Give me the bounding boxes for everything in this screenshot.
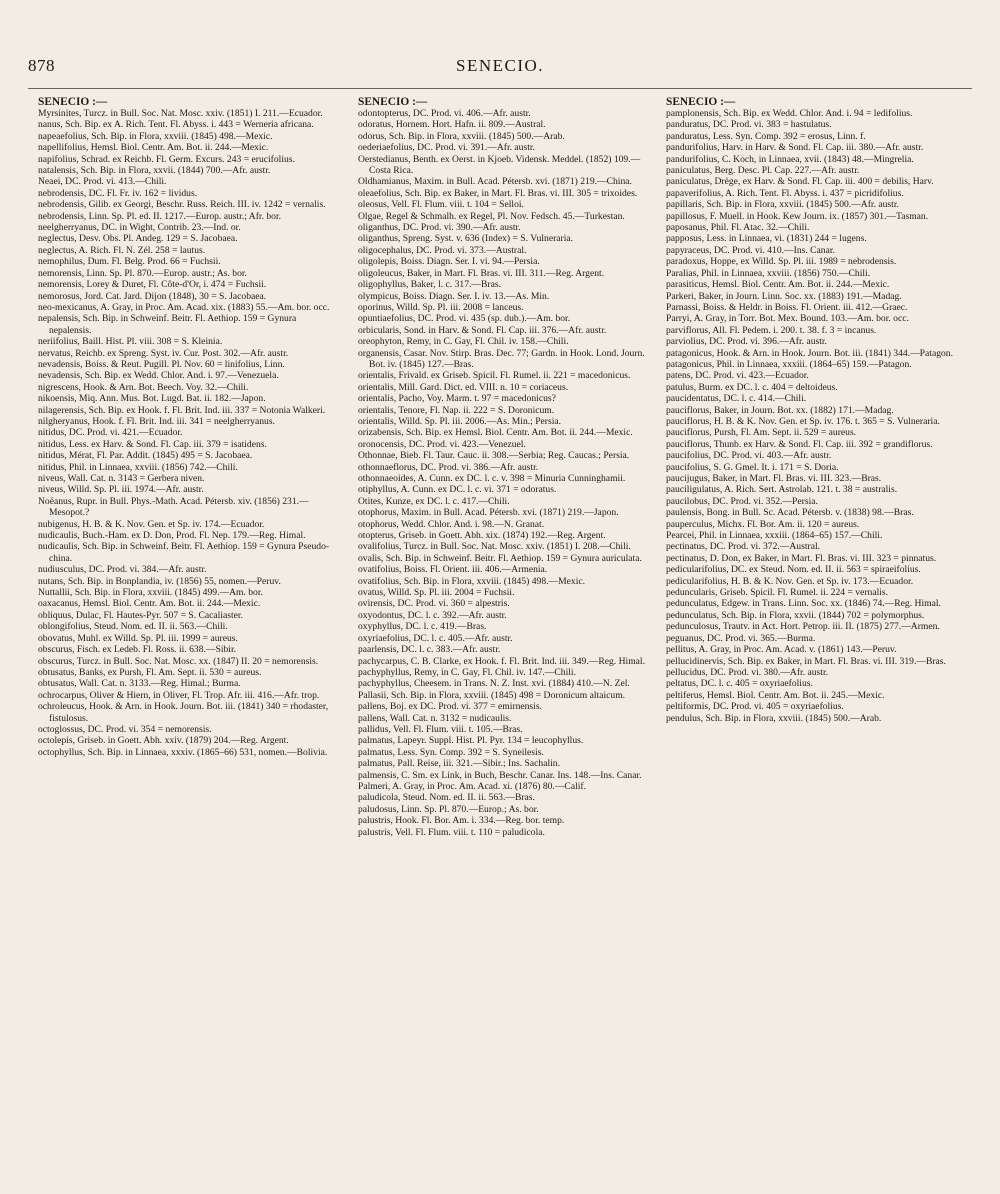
- index-entry: Parryi, A. Gray, in Torr. Bot. Mex. Bound. 103.—Am. bor. occ.: [666, 313, 909, 325]
- index-entry: pallens, Wall. Cat. n. 3132 = nudicaulis.: [358, 712, 512, 724]
- index-entry: obtusatus, Banks, ex Pursh, Fl. Am. Sept. ii. 530 = aureus.: [38, 666, 262, 678]
- index-entry: ovatifolius, Boiss. Fl. Orient. iii. 406.—Armenia.: [358, 564, 548, 576]
- index-entry: orientalis, Willd. Sp. Pl. iii. 2006.—As. Min.; Persia.: [358, 415, 562, 427]
- entry-list: [38, 108, 340, 758]
- index-entry: otiphyllus, A. Cunn. ex DC. l. c. vi. 371 = odoratus.: [358, 484, 557, 496]
- index-entry: octolepis, Griseb. in Goett. Abh. xxiv. (1879) 204.—Reg. Argent.: [38, 735, 289, 747]
- index-entry: Nuttallii, Sch. Bip. in Flora, xxviii. (1845) 499.—Am. bor.: [38, 587, 263, 599]
- index-entry: oporinus, Willd. Sp. Pl. iii. 2008 = lanceus.: [358, 301, 524, 313]
- index-entry: pedicularifolius, H. B. & K. Nov. Gen. et Sp. iv. 173.—Ecuador.: [666, 575, 914, 587]
- index-entry: peltiferus, Hemsl. Biol. Centr. Am. Bot. ii. 245.—Mexic.: [666, 689, 885, 701]
- index-entry: paposanus, Phil. Fl. Atac. 32.—Chili.: [666, 222, 810, 234]
- index-entry: paarlensis, DC. l. c. 383.—Afr. austr.: [358, 644, 501, 656]
- page-number: 878: [28, 56, 55, 75]
- index-entry: pallens, Boj. ex DC. Prod. vi. 377 = emirnensis.: [358, 701, 542, 713]
- index-entry: oligolepis, Boiss. Diagn. Ser. I. vi. 94.—Persia.: [358, 256, 540, 268]
- index-entry: patens, DC. Prod. vi. 423.—Ecuador.: [666, 370, 809, 382]
- index-entry: pachycarpus, C. B. Clarke, ex Hook. f. Fl. Brit. Ind. iii. 349.—Reg. Himal.: [358, 655, 645, 667]
- index-entry: otophorus, Wedd. Chlor. And. i. 98.—N. Granat.: [358, 518, 545, 530]
- index-entry: Pearcei, Phil. in Linnaea, xxxiii. (1864–65) 157.—Chili.: [666, 530, 883, 542]
- index-entry: neglectus, A. Rich. Fl. N. Zél. 258 = lautus.: [38, 244, 206, 256]
- index-entry: Parnassi, Boiss. & Heldr. in Boiss. Fl. Orient. iii. 412.—Graec.: [666, 301, 908, 313]
- index-entry: neo-mexicanus, A. Gray, in Proc. Am. Acad. xix. (1883) 55.—Am. bor. occ.: [38, 301, 330, 313]
- index-entry: nudicaulis, Sch. Bip. in Schweinf. Beitr. Fl. Aethiop. 159 = Gynura Pseudo-china.: [38, 541, 330, 564]
- index-entry: pedicularifolius, DC. ex Steud. Nom. ed. II. ii. 563 = spiraeifolius.: [666, 564, 921, 576]
- index-entry: nevadensis, Boiss. & Reut. Pugill. Pl. Nov. 60 = linifolius, Linn.: [38, 358, 285, 370]
- index-entry: oliganthus, DC. Prod. vi. 390.—Afr. austr.: [358, 222, 521, 234]
- index-entry: pauciflorus, Thunb. ex Harv. & Sond. Fl. Cap. iii. 392 = grandiflorus.: [666, 438, 933, 450]
- index-entry: nitidus, Phil. in Linnaea, xxviii. (1856) 742.—Chili.: [38, 461, 238, 473]
- index-entry: napifolius, Schrad. ex Reichb. Fl. Germ. Excurs. 243 = erucifolius.: [38, 153, 295, 165]
- index-entry: pachyphyllus, Remy, in C. Gay, Fl. Chil. iv. 147.—Chili.: [358, 666, 576, 678]
- column-1: [38, 96, 340, 1182]
- index-entry: nepalensis, Sch. Bip. in Schweinf. Beitr. Fl. Aethiop. 159 = Gynura nepalensis.: [38, 313, 297, 336]
- index-entry: papillaris, Sch. Bip. in Flora, xxviii. (1845) 500.—Afr. austr.: [666, 199, 899, 211]
- index-entry: otopterus, Griseb. in Goett. Abh. xix. (1874) 192.—Reg. Argent.: [358, 530, 606, 542]
- index-entry: palmensis, C. Sm. ex Link, in Buch, Beschr. Canar. Ins. 148.—Ins. Canar.: [358, 769, 642, 781]
- index-entry: pellucidus, DC. Prod. vi. 380.—Afr. austr.: [666, 666, 829, 678]
- index-entry: parviolius, DC. Prod. vi. 396.—Afr. austr.: [666, 336, 827, 348]
- index-entry: organensis, Casar. Nov. Stirp. Bras. Dec. 77; Gardn. in Hook. Lond. Journ. Bot. iv. (1845) 127.—Bras.: [358, 347, 645, 370]
- index-entry: oxyriaefolius, DC. l. c. 405.—Afr. austr.: [358, 632, 513, 644]
- index-entry: pectinatus, D. Don, ex Baker, in Mart. Fl. Bras. vi. III. 323 = pinnatus.: [666, 552, 937, 564]
- index-entry: papposus, Less. in Linnaea, vi. (1831) 244 = lugens.: [666, 233, 867, 245]
- index-entry: nikoensis, Miq. Ann. Mus. Bot. Lugd. Bat. ii. 182.—Japon.: [38, 393, 266, 405]
- index-entry: nevadensis, Sch. Bip. ex Wedd. Chlor. And. i. 97.—Venezuela.: [38, 370, 279, 382]
- index-entry: opuntiaefolius, DC. Prod. vi. 435 (sp. dub.).—Am. bor.: [358, 313, 571, 325]
- index-entry: octophyllus, Sch. Bip. in Linnaea, xxxiv. (1865–66) 531, nomen.—Bolivia.: [38, 746, 328, 758]
- index-entry: Oldhamianus, Maxim. in Bull. Acad. Pétersb. xvi. (1871) 219.—China.: [358, 176, 632, 188]
- index-entry: panduratus, DC. Prod. vi. 383 = hastulatus.: [666, 119, 832, 131]
- index-entry: peltiformis, DC. Prod. vi. 405 = oxyriaefolius.: [666, 701, 844, 713]
- index-entry: neglectus, Desv. Obs. Pl. Andeg. 129 = S. Jacobaea.: [38, 233, 238, 245]
- index-entry: natalensis, Sch. Bip. in Flora, xxvii. (1844) 700.—Afr. austr.: [38, 165, 271, 177]
- index-entry: patulus, Burm. ex DC. l. c. 404 = deltoideus.: [666, 381, 838, 393]
- index-entry: orientalis, Mill. Gard. Dict. ed. VIII. n. 10 = coriaceus.: [358, 381, 569, 393]
- index-entry: nilgheryanus, Hook. f. Fl. Brit. Ind. iii. 341 = neelgherryanus.: [38, 415, 275, 427]
- index-entry: oreophyton, Remy, in C. Gay, Fl. Chil. iv. 158.—Chili.: [358, 336, 569, 348]
- index-entry: parasiticus, Hemsl. Biol. Centr. Am. Bot. ii. 244.—Mexic.: [666, 279, 890, 291]
- index-entry: Myrsinites, Turcz. in Bull. Soc. Nat. Mosc. xxiv. (1851) I. 211.—Ecuador.: [38, 108, 323, 119]
- index-entry: orizabensis, Sch. Bip. ex Hemsl. Biol. Centr. Am. Bot. ii. 244.—Mexic.: [358, 427, 633, 439]
- index-entry: oxyphyllus, DC. l. c. 419.—Bras.: [358, 621, 487, 633]
- index-entry: Othonnae, Bieb. Fl. Taur. Cauc. ii. 308.—Serbia; Reg. Caucas.; Persia.: [358, 450, 630, 462]
- index-entry: neelgherryanus, DC. in Wight, Contrib. 23.—Ind. or.: [38, 222, 241, 234]
- index-entry: oederiaefolius, DC. Prod. vi. 391.—Afr. austr.: [358, 142, 535, 154]
- index-entry: obliquus, Dulac, Fl. Hautes-Pyr. 507 = S. Cacaliaster.: [38, 609, 243, 621]
- index-entry: nubigenus, H. B. & K. Nov. Gen. et Sp. iv. 174.—Ecuador.: [38, 518, 265, 530]
- index-entry: oliganthus, Spreng. Syst. v. 636 (Index) = S. Vulneraria.: [358, 233, 574, 245]
- index-entry: panduratus, Less. Syn. Comp. 392 = erosus, Linn. f.: [666, 130, 866, 142]
- index-entry: palustris, Hook. Fl. Bor. Am. i. 334.—Reg. bor. temp.: [358, 815, 565, 827]
- index-entry: pandurifolius, C. Koch, in Linnaea, xvii. (1843) 48.—Mingrelia.: [666, 153, 914, 165]
- index-entry: oleaefolius, Sch. Bip. ex Baker, in Mart. Fl. Bras. vi. III. 305 = trixoides.: [358, 187, 638, 199]
- index-entry: napellifolius, Hemsl. Biol. Centr. Am. Bot. ii. 244.—Mexic.: [38, 142, 269, 154]
- index-entry: pedunculatus, Sch. Bip. in Flora, xxvii. (1844) 702 = polymorphus.: [666, 609, 925, 621]
- index-entry: parviflorus, All. Fl. Pedem. i. 200. t. 38. f. 3 = incanus.: [666, 324, 877, 336]
- index-entry: ovirensis, DC. Prod. vi. 360 = alpestris.: [358, 598, 510, 610]
- column-2: [358, 96, 660, 1182]
- index-entry: palmatus, Less. Syn. Comp. 392 = S. Syneilesis.: [358, 746, 544, 758]
- column-3: [666, 96, 968, 1182]
- index-entry: pedunculatus, Edgew. in Trans. Linn. Soc. xx. (1846) 74.—Reg. Himal.: [666, 598, 941, 610]
- index-entry: nigrescens, Hook. & Arn. Bot. Beech. Voy. 32.—Chili.: [38, 381, 249, 393]
- header-rule: [28, 88, 972, 89]
- index-entry: otophorus, Maxim. in Bull. Acad. Pétersb. xvi. (1871) 219.—Japon.: [358, 507, 619, 519]
- index-entry: nudiusculus, DC. Prod. vi. 384.—Afr. austr.: [38, 564, 207, 576]
- index-entry: pauperculus, Michx. Fl. Bor. Am. ii. 120 = aureus.: [666, 518, 860, 530]
- index-entry: papaverifolius, A. Rich. Tent. Fl. Abyss. i. 437 = picridifolius.: [666, 187, 904, 199]
- index-entry: odontopterus, DC. Prod. vi. 406.—Afr. austr.: [358, 108, 531, 119]
- index-entry: oligocephalus, DC. Prod. vi. 373.—Austral.: [358, 244, 527, 256]
- index-entry: Olgae, Regel & Schmalh. ex Regel, Pl. Nov. Fedsch. 45.—Turkestan.: [358, 210, 625, 222]
- index-entry: patagonicus, Phil. in Linnaea, xxxiii. (1864–65) 159.—Patagon.: [666, 358, 912, 370]
- index-entry: pauciflorus, Baker, in Journ. Bot. xx. (1882) 171.—Madag.: [666, 404, 894, 416]
- entry-list: [358, 108, 660, 838]
- index-entry: paradoxus, Hoppe, ex Willd. Sp. Pl. iii. 1989 = nebrodensis.: [666, 256, 897, 268]
- column-heading: SENECIO :—: [38, 96, 108, 108]
- index-entry: orbicularis, Sond. in Harv. & Sond. Fl. Cap. iii. 376.—Afr. austr.: [358, 324, 607, 336]
- index-entry: paucifolius, S. G. Gmel. It. i. 171 = S. Doria.: [666, 461, 839, 473]
- index-entry: nebrodensis, DC. Fl. Fr. iv. 162 = lividus.: [38, 187, 198, 199]
- column-heading: SENECIO :—: [358, 96, 428, 108]
- index-entry: oblongifolius, Steud. Nom. ed. II. ii. 563.—Chili.: [38, 621, 228, 633]
- index-entry: Palmeri, A. Gray, in Proc. Am. Acad. xi. (1876) 80.—Calif.: [358, 780, 586, 792]
- index-entry: paulensis, Bong. in Bull. Sc. Acad. Pétersb. v. (1838) 98.—Bras.: [666, 507, 914, 519]
- index-entry: obscurus, Turcz. in Bull. Soc. Nat. Mosc. xx. (1847) II. 20 = nemorensis.: [38, 655, 319, 667]
- index-entry: oligoleucus, Baker, in Mart. Fl. Bras. vi. III. 311.—Reg. Argent.: [358, 267, 605, 279]
- column-heading: SENECIO :—: [666, 96, 736, 108]
- index-entry: nebrodensis, Linn. Sp. Pl. ed. II. 1217.—Europ. austr.; Afr. bor.: [38, 210, 282, 222]
- index-entry: oronocensis, DC. Prod. vi. 423.—Venezuel.: [358, 438, 526, 450]
- index-entry: nemorensis, Lorey & Duret, Fl. Côte-d'Or, i. 474 = Fuchsii.: [38, 279, 267, 291]
- index-entry: Noëanus, Rupr. in Bull. Phys.-Math. Acad. Pétersb. xiv. (1856) 231.—Mesopot.?: [38, 495, 309, 519]
- index-entry: othonnaeoides, A. Cunn. ex DC. l. c. v. 398 = Minuria Cunninghamii.: [358, 473, 626, 484]
- index-entry: nudicaulis, Buch.-Ham. ex D. Don, Prod. Fl. Nep. 179.—Reg. Himal.: [38, 530, 306, 542]
- index-entry: orientalis, Frivald. ex Griseb. Spicil. Fl. Rumel. ii. 221 = macedonicus.: [358, 370, 631, 382]
- index-entry: ochrocarpus, Oliver & Hiern, in Oliver, Fl. Trop. Afr. iii. 416.—Afr. trop.: [38, 689, 320, 701]
- index-entry: pauciflorus, H. B. & K. Nov. Gen. et Sp. iv. 176. t. 365 = S. Vulneraria.: [666, 415, 940, 427]
- index-entry: neriifolius, Baill. Hist. Pl. viii. 308 = S. Kleinia.: [38, 336, 223, 348]
- index-entry: nanus, Sch. Bip. ex A. Rich. Tent. Fl. Abyss. i. 443 = Werneria africana.: [38, 119, 314, 131]
- index-entry: Paralias, Phil. in Linnaea, xxviii. (1856) 750.—Chili.: [666, 267, 871, 279]
- index-entry: ovatifolius, Sch. Bip. in Flora, xxviii. (1845) 498.—Mexic.: [358, 575, 586, 587]
- index-entry: palmatus, Lapeyr. Suppl. Hist. Pl. Pyr. 134 = leucophyllus.: [358, 735, 584, 747]
- index-entry: ochroleucus, Hook. & Arn. in Hook. Journ. Bot. iii. (1841) 340 = rhodaster, fistulosus.: [38, 701, 329, 724]
- index-entry: olympicus, Boiss. Diagn. Ser. I. iv. 13.—As. Min.: [358, 290, 550, 302]
- index-entry: paucidentatus, DC. l. c. 414.—Chili.: [666, 393, 807, 405]
- index-entry: paniculatus, Berg. Desc. Pl. Cap. 227.—Afr. austr.: [666, 165, 860, 177]
- index-entry: oaxacanus, Hemsl. Biol. Centr. Am. Bot. ii. 244.—Mexic.: [38, 598, 261, 610]
- index-entry: nitidus, Mérat, Fl. Par. Addit. (1845) 495 = S. Jacobaea.: [38, 450, 253, 462]
- index-entry: paludosus, Linn. Sp. Pl. 870.—Europ.; As. bor.: [358, 803, 539, 815]
- index-entry: niveus, Wall. Cat. n. 3143 = Gerbera niven.: [38, 473, 205, 484]
- index-entry: oligophyllus, Baker, l. c. 317.—Bras.: [358, 279, 501, 291]
- index-entry: oleosus, Vell. Fl. Flum. viii. t. 104 = Selloi.: [358, 199, 524, 211]
- index-entry: odoratus, Hornem. Hort. Hafn. ii. 809.—Austral.: [358, 119, 546, 131]
- index-entry: nervatus, Reichb. ex Spreng. Syst. iv. Cur. Post. 302.—Afr. austr.: [38, 347, 289, 359]
- index-entry: octoglossus, DC. Prod. vi. 354 = nemorensis.: [38, 723, 212, 735]
- index-entry: nemorosus, Jord. Cat. Jard. Dijon (1848), 30 = S. Jacobaea.: [38, 290, 267, 302]
- index-entry: palmatus, Pall. Reise, iii. 321.—Sibir.; Ins. Sachalin.: [358, 758, 560, 770]
- index-entry: paucijugus, Baker, in Mart. Fl. Bras. vi. III. 323.—Bras.: [666, 473, 882, 484]
- index-entry: pauciflorus, Pursh, Fl. Am. Sept. ii. 529 = aureus.: [666, 427, 857, 439]
- running-head: SENECIO.: [455, 56, 545, 75]
- index-entry: papillosus, F. Muell. in Hook. Kew Journ. ix. (1857) 301.—Tasman.: [666, 210, 929, 222]
- index-entry: nemorensis, Linn. Sp. Pl. 870.—Europ. austr.; As. bor.: [38, 267, 247, 279]
- index-entry: pachyphyllus, Cheesem. in Trans. N. Z. Inst. xvi. (1884) 410.—N. Zel.: [358, 678, 630, 690]
- index-entry: pendulus, Sch. Bip. in Flora, xxviii. (1845) 500.—Arab.: [666, 712, 882, 724]
- index-entry: pellitus, A. Gray, in Proc. Am. Acad. v. (1861) 143.—Peruv.: [666, 644, 897, 656]
- index-entry: paludicola, Steud. Nom. ed. II. ii. 563.—Bras.: [358, 792, 535, 804]
- index-entry: odorus, Sch. Bip. in Flora, xxviii. (1845) 500.—Arab.: [358, 130, 565, 142]
- index-entry: pamplonensis, Sch. Bip. ex Wedd. Chlor. And. i. 94 = ledifolius.: [666, 108, 913, 119]
- index-entry: paucilobus, DC. Prod. vi. 352.—Persia.: [666, 495, 818, 507]
- index-entry: Otites, Kunze, ex DC. l. c. 417.—Chili.: [358, 495, 510, 507]
- index-entry: nitidus, Less. ex Harv. & Sond. Fl. Cap. iii. 379 = isatidens.: [38, 438, 267, 450]
- index-entry: obtusatus, Wall. Cat. n. 3133.—Reg. Himal.; Burma.: [38, 678, 241, 690]
- index-entry: orientalis, Pacho, Voy. Marm. t. 97 = macedonicus?: [358, 393, 556, 405]
- index-entry: nilagerensis, Sch. Bip. ex Hook. f. Fl. Brit. Ind. iii. 337 = Notonia Walkeri.: [38, 404, 326, 416]
- index-entry: orientalis, Tenore, Fl. Nap. ii. 222 = S. Doronicum.: [358, 404, 555, 416]
- index-entry: pallidus, Vell. Fl. Flum. viii. t. 105.—Bras.: [358, 723, 523, 735]
- index-entry: patagonicus, Hook. & Arn. in Hook. Journ. Bot. iii. (1841) 344.—Patagon.: [666, 347, 953, 359]
- index-entry: pedunculosus, Trautv. in Act. Hort. Petrop. iii. II. (1875) 277.—Armen.: [666, 621, 940, 633]
- index-entry: paniculatus, Drège, ex Harv. & Sond. Fl. Cap. iii. 400 = debilis, Harv.: [666, 176, 934, 188]
- index-entry: napeaefolius, Sch. Bip. in Flora, xxviii. (1845) 498.—Mexic.: [38, 130, 273, 142]
- index-entry: ovalis, Sch. Bip. in Schweinf. Beitr. Fl. Aethiop. 159 = Gynura auriculata.: [358, 552, 642, 564]
- index-entry: pectinatus, DC. Prod. vi. 372.—Austral.: [666, 541, 821, 553]
- index-entry: obscurus, Fisch. ex Ledeb. Fl. Ross. ii. 638.—Sibir.: [38, 644, 237, 656]
- index-entry: peguanus, DC. Prod. vi. 365.—Burma.: [666, 632, 816, 644]
- index-entry: papyraceus, DC. Prod. vi. 410.—Ins. Canar.: [666, 244, 835, 256]
- index-entry: pandurifolius, Harv. in Harv. & Sond. Fl. Cap. iii. 380.—Afr. austr.: [666, 142, 924, 154]
- index-entry: oxyodontus, DC. l. c. 392.—Afr. austr.: [358, 609, 507, 621]
- index-entry: peduncularis, Griseb. Spicil. Fl. Rumel. ii. 224 = vernalis.: [666, 587, 889, 599]
- index-entry: ovatus, Willd. Sp. Pl. iii. 2004 = Fuchsii.: [358, 587, 515, 599]
- index-entry: Pallasii, Sch. Bip. in Flora, xxviii. (1845) 498 = Doronicum altaicum.: [358, 689, 626, 701]
- index-entry: Oerstedianus, Benth. ex Oerst. in Kjoeb. Vidensk. Meddel. (1852) 109.—Costa Rica.: [358, 153, 641, 177]
- index-entry: niveus, Willd. Sp. Pl. iii. 1974.—Afr. austr.: [38, 484, 204, 496]
- index-entry: Parkeri, Baker, in Journ. Linn. Soc. xx. (1883) 191.—Madag.: [666, 290, 902, 302]
- index-entry: ovalifolius, Turcz. in Bull. Soc. Nat. Mosc. xxiv. (1851) I. 208.—Chili.: [358, 541, 631, 553]
- index-entry: obovatus, Muhl. ex Willd. Sp. Pl. iii. 1999 = aureus.: [38, 632, 238, 644]
- entry-list: [666, 108, 968, 724]
- index-entry: palustris, Vell. Fl. Flum. viii. t. 110 = paludicola.: [358, 826, 545, 838]
- index-entry: nutans, Sch. Bip. in Bonplandia, iv. (1856) 55, nomen.—Peruv.: [38, 575, 281, 587]
- index-entry: pellucidinervis, Sch. Bip. ex Baker, in Mart. Fl. Bras. vi. III. 319.—Bras.: [666, 655, 946, 667]
- index-entry: othonnaeflorus, DC. Prod. vi. 386.—Afr. austr.: [358, 461, 539, 473]
- index-entry: Neaei, DC. Prod. vi. 413.—Chili.: [38, 176, 167, 188]
- index-entry: nemophilus, Dum. Fl. Belg. Prod. 66 = Fuchsii.: [38, 256, 221, 268]
- index-entry: nebrodensis, Gilib. ex Georgi, Beschr. Russ. Reich. III. iv. 1242 = vernalis.: [38, 199, 326, 211]
- index-entry: pauciligulatus, A. Rich. Sert. Astrolab. 121. t. 38 = australis.: [666, 484, 898, 496]
- index-entry: nitidus, DC. Prod. vi. 421.—Ecuador.: [38, 427, 183, 439]
- index-entry: paucifolius, DC. Prod. vi. 403.—Afr. austr.: [666, 450, 832, 462]
- index-entry: peltatus, DC. l. c. 405 = oxyriaefolius.: [666, 678, 813, 690]
